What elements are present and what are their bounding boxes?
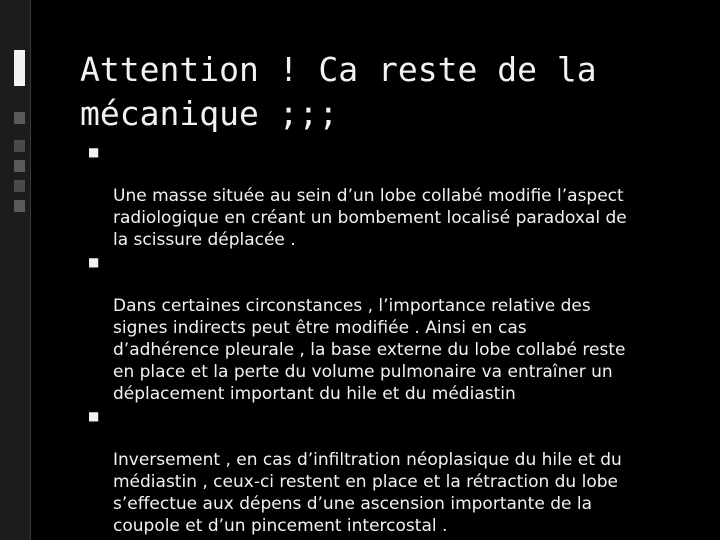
accent-dash	[14, 160, 25, 172]
accent-dash	[14, 112, 25, 124]
slide-title-line-1: Attention ! Ca reste de la	[80, 50, 597, 89]
side-divider-line	[30, 0, 31, 540]
accent-dash	[14, 180, 25, 192]
bullet-item	[88, 141, 688, 251]
bullet-list	[88, 141, 688, 537]
square-bullet-icon: ■	[88, 145, 100, 159]
accent-dash	[14, 140, 25, 152]
bullet-item	[88, 251, 688, 405]
slide-title-line-2: mécanique ;;;	[80, 94, 339, 133]
slide-title	[80, 48, 700, 136]
bullet-item	[88, 405, 688, 537]
bullet-text: Dans certaines circonstances , l’importance relative des signes indirects peut être modifiée . Ainsi en cas d’adhérence pleurale , la base externe du lobe collabé reste en place et la perte du volume pulmonaire va entraîner un déplacement important du hile et du médiastin	[113, 296, 626, 404]
square-bullet-icon: ■	[88, 255, 100, 269]
accent-block	[14, 50, 25, 86]
bullet-text: Inversement , en cas d’infiltration néoplasique du hile et du médiastin , ceux-ci restent en place et la rétraction du lobe s’effectue aux dépens d’une ascension importante de la coupole et d’un pincement intercostal .	[113, 450, 622, 536]
bullet-text: Une masse située au sein d’un lobe collabé modifie l’aspect radiologique en créant un bombement localisé paradoxal de la scissure déplacée .	[113, 186, 627, 250]
accent-dash	[14, 200, 25, 212]
square-bullet-icon: ■	[88, 409, 100, 423]
